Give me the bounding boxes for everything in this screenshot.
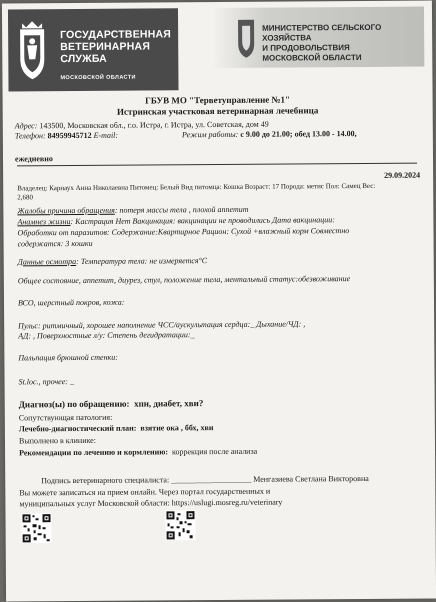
plan-value: взятие ока , ббх, хви xyxy=(140,423,214,433)
exam-line xyxy=(18,256,207,266)
palpation-line: Пальпация брюшной стенки: xyxy=(18,352,118,363)
complaints-line xyxy=(17,205,248,216)
online-line-1: Вы можете записаться на прием онлайн. Через портал государственных и xyxy=(19,486,271,498)
diagnosis-line xyxy=(19,398,204,409)
document-sheet xyxy=(2,1,436,602)
hours-label: Режим работы: xyxy=(182,129,239,140)
pulse-line: Пульс: ритмичный, хорошее наполнение ЧСС/аускультация сердца:_ Дыхание/ЧД: , xyxy=(18,319,306,331)
vet-service-banner xyxy=(8,8,179,91)
exam-value: : Температура тела: не измеряется°С xyxy=(76,256,208,266)
coat-of-arms-icon xyxy=(12,15,52,85)
anamnesis-label: Анамнез жизни xyxy=(17,217,71,227)
complaints-value: : потеря массы тела , плохой аппетит xyxy=(114,204,249,215)
pet-weight: 2,680 xyxy=(17,193,34,202)
exam-label: Данные осмотра xyxy=(17,256,77,267)
address-value: 143500, Московская обл., г.о. Истра, г. Истра, ул. Советская, дом 49 xyxy=(39,119,269,131)
st-loc-line: St.loc., прочее: _ xyxy=(18,377,74,387)
concomitant-line: Сопутствующая патология: xyxy=(18,412,113,423)
complaints-label: Жалобы причина обращения xyxy=(17,205,115,216)
qr-code-icon xyxy=(165,510,195,540)
ministry-banner xyxy=(212,7,424,68)
vet-service-subtitle: МОСКОВСКОЙ ОБЛАСТИ xyxy=(60,74,136,82)
qr-code-icon xyxy=(21,513,51,543)
address-line xyxy=(15,120,269,131)
cohabit-line: содержатся: 3 кошки xyxy=(17,238,93,249)
diagnosis-label: Диагноз(ы) по обращению: xyxy=(18,398,130,410)
done-line: Выполнено в клинике: xyxy=(18,435,96,446)
anamnesis-line xyxy=(17,215,334,226)
ministry-line-2: И ПРОДОВОЛЬСТВИЯ xyxy=(262,43,350,53)
signature-label: Подпись ветеринарного специалиста: xyxy=(41,475,170,486)
signature-line xyxy=(41,474,369,485)
signature-blank: ____________________ xyxy=(171,474,252,485)
ministry-line-3: МОСКОВСКОЙ ОБЛАСТИ xyxy=(262,52,362,63)
parasites-line: Обработки от паразитов: Содержание:Квартирное Рацион: Сухой +влажный корм Совместно xyxy=(17,226,350,238)
owner-pet-line: Владелец: Карнаух Анна Николаевна Питомец: Белый Вид питомца: Кошка Возраст: 17 Порода: метис Пол: Самец Вес: xyxy=(17,181,376,193)
hours-value: с 9.00 до 21.00; обед 13.00 - 14.00, xyxy=(240,129,357,139)
plan-line xyxy=(19,423,214,433)
ministry-emblem-icon xyxy=(234,14,258,62)
recommendations-value: коррекция после анализа xyxy=(171,446,258,457)
skin-line: ВСО, шерстный покров, кожа: xyxy=(17,297,125,308)
hours-continued: ежедневно xyxy=(14,154,53,164)
visit-date: 29.09.2024 xyxy=(384,170,421,180)
clinic-name: Истринская участковая ветеринарная лечебница xyxy=(116,105,319,117)
divider xyxy=(17,163,417,167)
title-line-1: ГОСУДАРСТВЕННАЯ xyxy=(60,28,172,42)
ministry-line-1: МИНИСТЕРСТВО СЕЛЬСКОГО ХОЗЯЙСТВА xyxy=(262,22,382,43)
title-line-2: ВЕТЕРИНАРНАЯ xyxy=(60,40,151,54)
online-line-2: муниципальных услуг Московской области: https://uslugi.mosreg.ru/veterinary xyxy=(19,497,283,509)
phone-value: 84959945712 xyxy=(47,130,92,141)
general-state-line: Общее состояние, аппетит, диурез, стул, положение тела, ментальный статус:обезвоживание xyxy=(17,274,351,286)
ministry-title xyxy=(262,23,424,64)
vet-service-title xyxy=(60,28,171,65)
diagnosis-value: хпн, диабет, хви? xyxy=(134,398,204,409)
recommendations-label: Рекомендации по лечению и кормлению: xyxy=(19,447,169,458)
bp-line: АД: , Поверхностные л/у: Степень дегидратации:_ xyxy=(18,330,195,341)
title-line-3: СЛУЖБА xyxy=(60,52,107,66)
email-label: E-mail: xyxy=(93,130,119,140)
anamnesis-value: : Кастрация Нет Вакцинация: вакцинации не проводились Дата вакцинации: xyxy=(70,215,335,227)
contacts-line xyxy=(15,129,357,140)
phone-label: Телефон: xyxy=(14,131,46,141)
doctor-name: Менгазиева Светлана Викторовна xyxy=(253,473,369,484)
recommendations-line xyxy=(19,447,257,458)
address-label: Адрес: xyxy=(14,121,38,131)
org-name: ГБУВ МО "Терветуправление №1" xyxy=(145,94,291,106)
plan-label: Лечебно-диагностический план: xyxy=(18,423,137,434)
